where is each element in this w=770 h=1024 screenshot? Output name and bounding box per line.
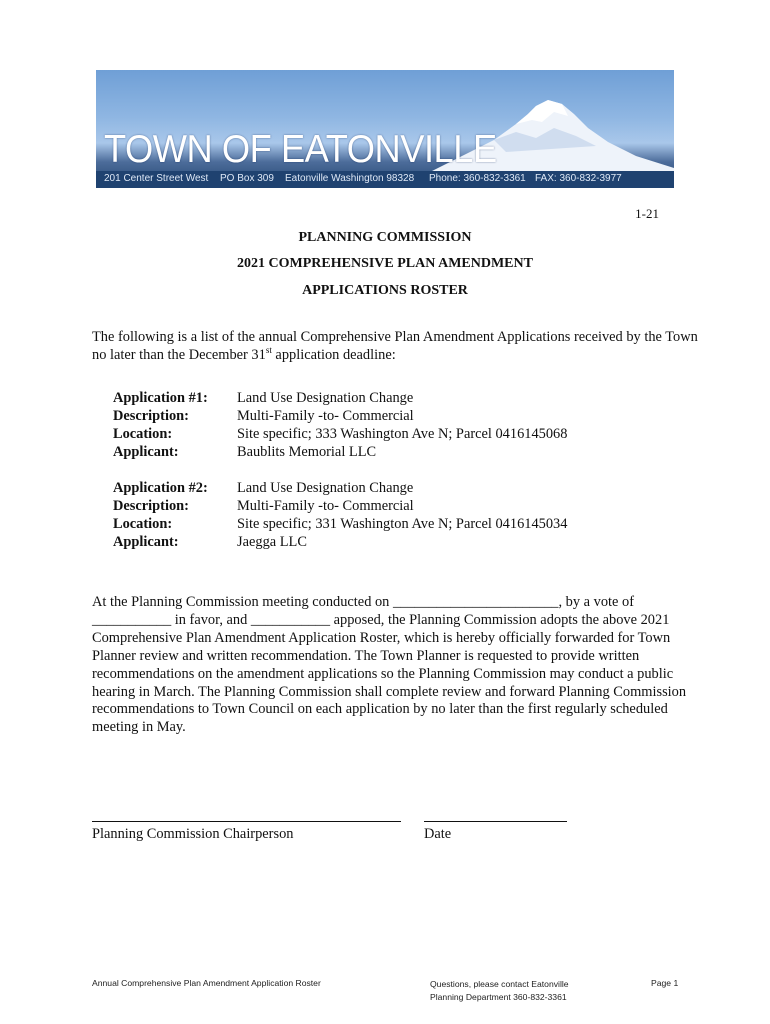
location-value: Site specific; 333 Washington Ave N; Parcel 0416145068: [237, 426, 568, 442]
application-value: Land Use Designation Change: [237, 390, 414, 406]
application-value: Land Use Designation Change: [237, 480, 414, 496]
applicant-value: Jaegga LLC: [237, 534, 307, 550]
applicant-value: Baublits Memorial LLC: [237, 444, 377, 460]
title-line-3: APPLICATIONS ROSTER: [302, 283, 468, 298]
location-label: Location:: [113, 426, 173, 442]
description-label: Description:: [113, 408, 189, 424]
resolution-paragraph: At the Planning Commission meeting conducted on _______________________, by a vote of ___________ in favor, and ___________ apposed, the Planning Commission adopts the above 2021 Comprehensive Plan Amendment Application Roster, which is hereby officially forwarded for Town Planner review and written recommendation. The Town Planner is requested to provide written recommendations on the amendment applications so the Planning Commission may conduct a public hearing in March. The Planning Commission shall complete review and forward Planning Commission recommendations to Town Council on each application by no later than the first regularly scheduled meeting in May.: [92, 594, 687, 736]
address-bar: [96, 171, 674, 188]
description-label: Description:: [113, 498, 189, 514]
application-label: Application #2:: [113, 480, 208, 496]
application-label: Application #1:: [113, 390, 208, 406]
description-value: Multi-Family -to- Commercial: [237, 498, 414, 514]
footer-contact: Questions, please contact Eatonville Planning Department 360-832-3361: [430, 979, 569, 1002]
header-banner: [96, 70, 674, 188]
location-label: Location:: [113, 516, 173, 532]
document-code: 1-21: [635, 206, 659, 221]
title-line-2: 2021 COMPREHENSIVE PLAN AMENDMENT: [237, 256, 533, 271]
applicant-label: Applicant:: [113, 534, 179, 550]
intro-paragraph: The following is a list of the annual Comprehensive Plan Amendment Applications received by the Town no later than the December 31st application deadline:: [92, 329, 698, 364]
date-label: Date: [424, 826, 452, 842]
fax-number: FAX: 360-832-3977: [535, 173, 622, 184]
application-1: [113, 389, 567, 461]
street-address: 201 Center Street West: [104, 173, 209, 184]
application-2: [113, 479, 567, 551]
phone-number: Phone: 360-832-3361: [429, 173, 526, 184]
po-box: PO Box 309: [220, 173, 274, 184]
footer-title: Annual Comprehensive Plan Amendment Application Roster: [92, 978, 321, 988]
city-address: Eatonville Washington 98328: [285, 173, 415, 184]
applicant-label: Applicant:: [113, 444, 179, 460]
description-value: Multi-Family -to- Commercial: [237, 408, 414, 424]
town-name: TOWN OF EATONVILLE: [104, 128, 497, 171]
title-line-1: PLANNING COMMISSION: [298, 230, 472, 245]
chairperson-label: Planning Commission Chairperson: [92, 826, 294, 842]
date-signature-line[interactable]: [424, 821, 567, 822]
chairperson-signature-line[interactable]: [92, 821, 401, 822]
location-value: Site specific; 331 Washington Ave N; Parcel 0416145034: [237, 516, 568, 532]
page-number: Page 1: [651, 978, 679, 988]
